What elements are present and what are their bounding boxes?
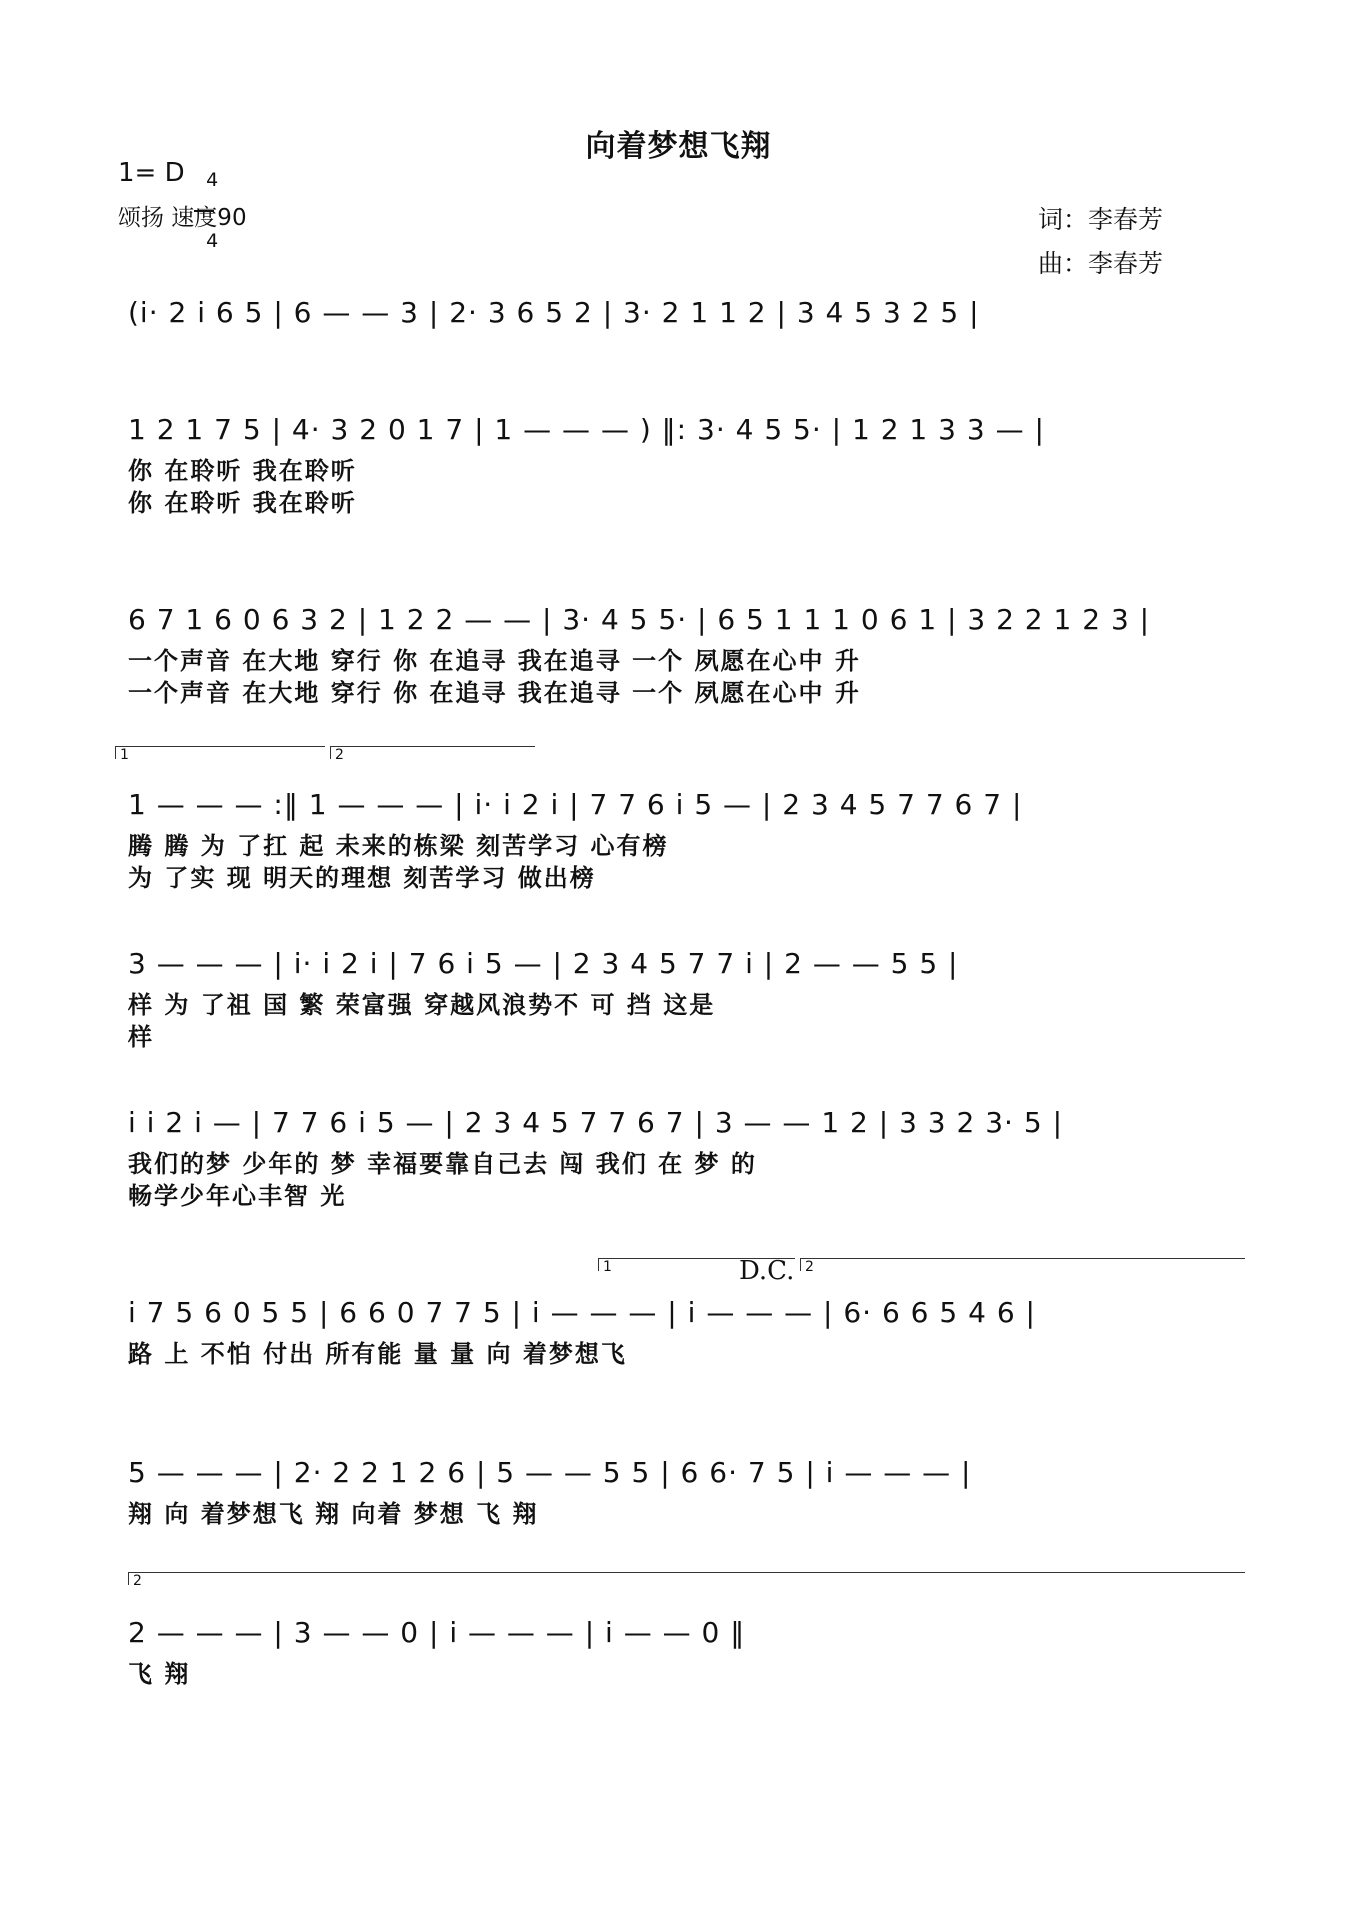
notation-line: 1 2 1 7 5 | 4· 3 2 0 1 7 | 1 — — — ) ‖: 3· 4 5 5· | 1 2 1 3 3 — | xyxy=(128,413,1045,446)
lyric-line-1: 我们的梦 少年的 梦 幸福要靠自己去 闯 我们 在 梦 的 xyxy=(128,1150,757,1178)
key-signature: 1= D xyxy=(118,158,185,188)
notation-line: (i· 2 i 6 5 | 6 — — 3 | 2· 3 6 5 2 | 3· 2 1 1 2 | 3 4 5 3 2 5 | xyxy=(128,296,980,329)
lyric-line-1: 飞 翔 xyxy=(128,1660,191,1688)
time-signature-top: 4 xyxy=(206,169,219,191)
time-signature xyxy=(194,152,219,252)
notation-line: 2 — — — | 3 — — 0 | i — — — | i — — 0 ‖ xyxy=(128,1616,746,1649)
volta-second: 2 xyxy=(128,1572,1245,1585)
staff-system-1 xyxy=(128,288,1242,338)
time-signature-bottom: 4 xyxy=(206,230,219,252)
staff-system-4 xyxy=(128,780,1242,894)
lyric-line-2: 你 在聆听 我在聆听 xyxy=(128,489,357,517)
lyric-line-1: 腾 腾 为 了扛 起 未来的栋梁 刻苦学习 心有榜 xyxy=(128,832,669,860)
staff-system-2 xyxy=(128,405,1242,519)
tempo-marking: 颂扬 速度90 xyxy=(118,205,247,231)
lyric-line-2: 为 了实 现 明天的理想 刻苦学习 做出榜 xyxy=(128,864,596,892)
lyric-line-1: 路 上 不怕 付出 所有能 量 量 向 着梦想飞 xyxy=(128,1340,627,1368)
staff-system-9 xyxy=(128,1608,1242,1690)
lyric-line-2: 畅学少年心丰智 光 xyxy=(128,1182,347,1210)
notation-line: 3 — — — | i· i 2 i | 7 6 i 5 — | 2 3 4 5 7 7 i | 2 — — 5 5 | xyxy=(128,947,959,980)
volta-second: 2 xyxy=(330,746,535,759)
lyric-line-2: 一个声音 在大地 穿行 你 在追寻 我在追寻 一个 夙愿在心中 升 xyxy=(128,679,861,707)
staff-system-6 xyxy=(128,1098,1242,1212)
lyric-line-1: 一个声音 在大地 穿行 你 在追寻 我在追寻 一个 夙愿在心中 升 xyxy=(128,647,861,675)
lyric-line-1: 样 为 了祖 国 繁 荣富强 穿越风浪势不 可 挡 这是 xyxy=(128,991,716,1019)
score-title: 向着梦想飞翔 xyxy=(585,129,772,164)
notation-line: i i 2 i — | 7 7 6 i 5 — | 2 3 4 5 7 7 6 7 | 3 — — 1 2 | 3 3 2 3· 5 | xyxy=(128,1106,1064,1139)
da-capo-marking: D.C. xyxy=(739,1256,795,1286)
staff-system-3 xyxy=(128,595,1242,709)
staff-system-5 xyxy=(128,939,1242,1053)
notation-line: i 7 5 6 0 5 5 | 6 6 0 7 7 5 | i — — — | i — — — | 6· 6 6 5 4 6 | xyxy=(128,1296,1036,1329)
staff-system-7 xyxy=(128,1288,1242,1370)
lyric-line-1: 翔 向 着梦想飞 翔 向着 梦想 飞 翔 xyxy=(128,1500,539,1528)
lyricist-credit: 词：李春芳 xyxy=(1038,205,1164,234)
composer-credit: 曲：李春芳 xyxy=(1038,249,1164,278)
volta-second: 2 xyxy=(800,1258,1245,1271)
lyric-line-1: 你 在聆听 我在聆听 xyxy=(128,457,357,485)
staff-system-8 xyxy=(128,1448,1242,1530)
volta-first: 1 xyxy=(115,746,325,759)
page-band xyxy=(0,1216,1357,1250)
notation-line: 6 7 1 6 0 6 3 2 | 1 2 2 — — | 3· 4 5 5· | 6 5 1 1 1 0 6 1 | 3 2 2 1 2 3 | xyxy=(128,603,1151,636)
notation-line: 5 — — — | 2· 2 2 1 2 6 | 5 — — 5 5 | 6 6· 7 5 | i — — — | xyxy=(128,1456,972,1489)
notation-line: 1 — — — :‖ 1 — — — | i· i 2 i | 7 7 6 i 5 — | 2 3 4 5 7 7 6 7 | xyxy=(128,788,1023,821)
volta-first: 1 xyxy=(598,1258,795,1271)
lyric-line-2: 样 xyxy=(128,1023,154,1051)
